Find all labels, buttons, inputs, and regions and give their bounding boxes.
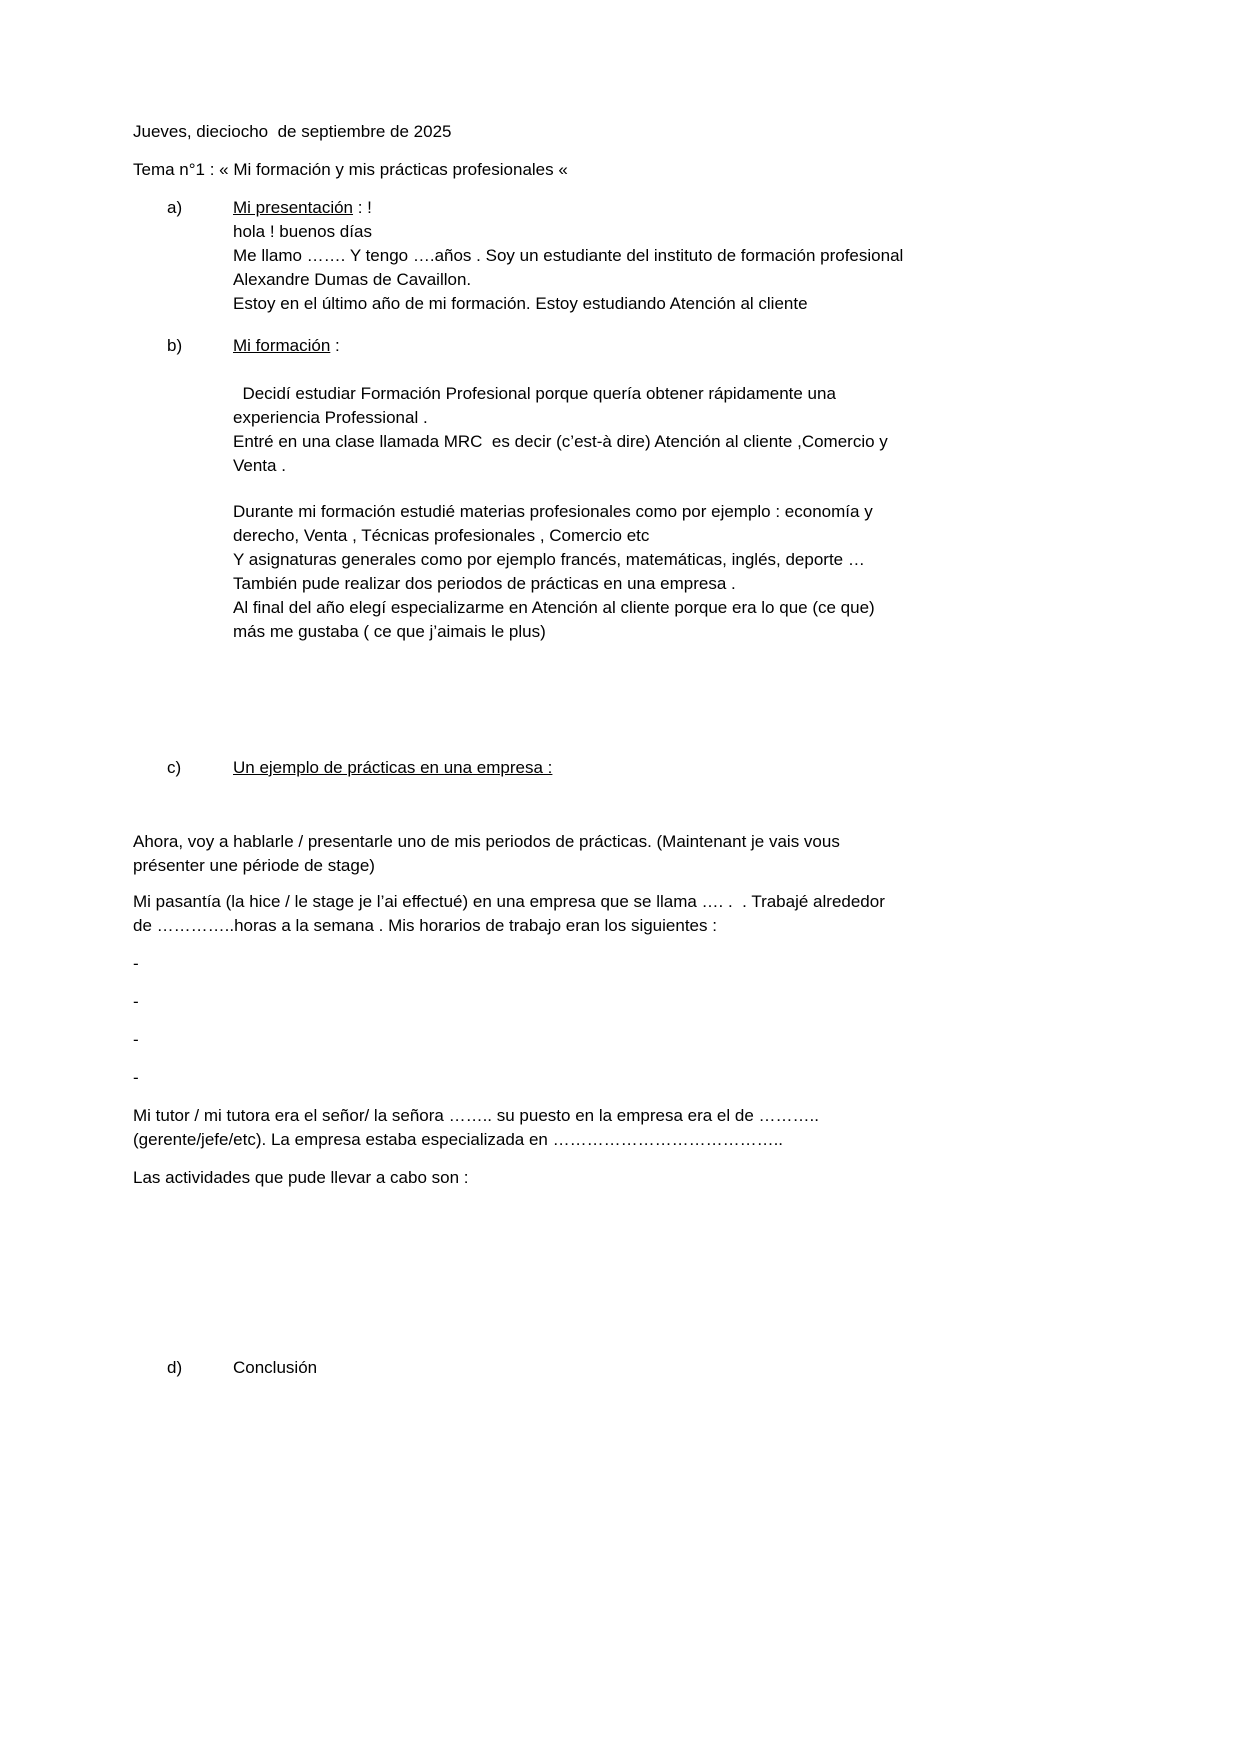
section-b-marker: b)	[167, 336, 183, 355]
text-line: más me gustaba ( ce que j’aimais le plus)	[233, 622, 546, 641]
text-line: présenter une période de stage)	[133, 856, 375, 875]
text-line: Durante mi formación estudié materias profesionales como por ejemplo : economía y	[233, 502, 873, 521]
actividades-paragraph: Las actividades que pude llevar a cabo son :	[133, 1168, 469, 1187]
date-line: Jueves, dieciocho de septiembre de 2025	[133, 122, 452, 141]
intro-paragraph	[133, 830, 1121, 878]
text-line: (gerente/jefe/etc). La empresa estaba especializada en …………………………………..	[133, 1130, 784, 1149]
text-line: Mi pasantía (la hice / le stage je l’ai effectué) en una empresa que se llama …. . . Trabajé alrededor	[133, 892, 885, 911]
text-line: Venta .	[233, 456, 286, 475]
text-line: Mi tutor / mi tutora era el señor/ la señora …….. su puesto en la empresa era el de ………..	[133, 1106, 819, 1125]
section-a-heading-suffix: : !	[353, 198, 372, 217]
pasantia-paragraph	[133, 890, 1121, 938]
text-line: hola ! buenos días	[233, 222, 372, 241]
dash-item: -	[133, 992, 139, 1011]
section-a	[133, 196, 1121, 316]
section-c-marker: c)	[167, 758, 182, 777]
text-line: Estoy en el último año de mi formación. Estoy estudiando Atención al cliente	[233, 294, 808, 313]
text-line: Ahora, voy a hablarle / presentarle uno de mis periodos de prácticas. (Maintenant je vais vous	[133, 832, 840, 851]
text-line: experiencia Professional .	[233, 408, 428, 427]
section-d	[133, 1356, 1121, 1380]
text-line: También pude realizar dos periodos de prácticas en una empresa .	[233, 574, 736, 593]
text-line: Me llamo ……. Y tengo ….años . Soy un estudiante del instituto de formación profesional	[233, 246, 904, 265]
section-b-body	[233, 334, 1121, 644]
dash-item: -	[133, 1030, 139, 1049]
doc-title: Tema n°1 : « Mi formación y mis prácticas profesionales «	[133, 160, 568, 179]
dash-item: -	[133, 954, 139, 973]
dash-item: -	[133, 1068, 139, 1087]
text-line: Decidí estudiar Formación Profesional porque quería obtener rápidamente una	[233, 384, 836, 403]
tutor-paragraph	[133, 1104, 1121, 1152]
section-a-marker: a)	[167, 198, 183, 217]
section-b-heading-line	[233, 334, 1121, 358]
section-d-heading: Conclusión	[233, 1358, 318, 1377]
section-a-heading-line	[233, 196, 1121, 220]
text-line: Y asignaturas generales como por ejemplo francés, matemáticas, inglés, deporte …	[233, 550, 865, 569]
section-a-body	[233, 196, 1121, 316]
section-b-paragraph-2	[233, 500, 1121, 644]
section-c-body	[233, 756, 1121, 780]
section-c-heading: Un ejemplo de prácticas en una empresa :	[233, 758, 553, 777]
section-c-heading-line	[233, 756, 1121, 780]
text-line: Entré en una clase llamada MRC es decir (c’est-à dire) Atención al cliente ,Comercio y	[233, 432, 888, 451]
section-b	[133, 334, 1121, 644]
section-a-heading: Mi presentación	[233, 198, 354, 217]
section-c	[133, 756, 1121, 780]
section-b-paragraph-1	[233, 382, 1121, 478]
section-b-heading-suffix: :	[330, 336, 340, 355]
text-line: de …………..horas a la semana . Mis horarios de trabajo eran los siguientes :	[133, 916, 717, 935]
text-line: Alexandre Dumas de Cavaillon.	[233, 270, 472, 289]
section-d-body	[233, 1356, 1121, 1380]
section-b-heading: Mi formación	[233, 336, 331, 355]
text-line: derecho, Venta , Técnicas profesionales , Comercio etc	[233, 526, 650, 545]
text-line: Al final del año elegí especializarme en Atención al cliente porque era lo que (ce que)	[233, 598, 875, 617]
dash-list	[133, 952, 1121, 1090]
section-d-marker: d)	[167, 1358, 183, 1377]
